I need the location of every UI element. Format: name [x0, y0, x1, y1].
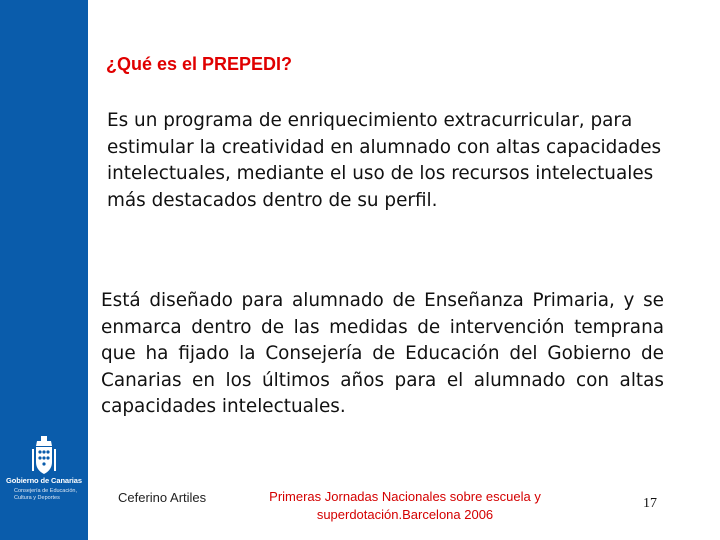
footer-author: Ceferino Artiles — [118, 490, 207, 505]
paragraph-line: estimular la creatividad en alumnado con altas capacidades — [107, 136, 662, 158]
footer-event — [250, 488, 560, 524]
paragraph-line: Es un programa de enriquecimiento extracurricular, para — [107, 110, 633, 131]
logo-subtitle: Consejería de Educación, Cultura y Deportes — [14, 488, 77, 501]
footer-event-line: superdotación.Barcelona 2006 — [316, 507, 494, 522]
paragraph-line: más destacados dentro de su perfil. — [107, 189, 438, 211]
page-number: 17 — [643, 496, 657, 511]
slide-title: ¿Qué es el PREPEDI? — [106, 54, 293, 74]
definition-paragraph — [107, 108, 711, 214]
sidebar — [0, 0, 88, 540]
coat-of-arms-icon — [30, 436, 58, 476]
paragraph-line: intelectuales, mediante el uso de los recursos intelectuales — [107, 163, 654, 184]
audience-paragraph: Está diseñado para alumnado de Enseñanza Primaria, y se enmarca dentro de las medidas de intervención temprana que ha fijado la Consejería de Educación del Gobierno de Canarias en los últimos años para el alumnado con altas capacidades intelectuales. — [101, 290, 664, 417]
logo-name: Gobierno de Canarias — [6, 476, 82, 485]
footer-event-line: Primeras Jornadas Nacionales sobre escuela y — [269, 489, 541, 504]
